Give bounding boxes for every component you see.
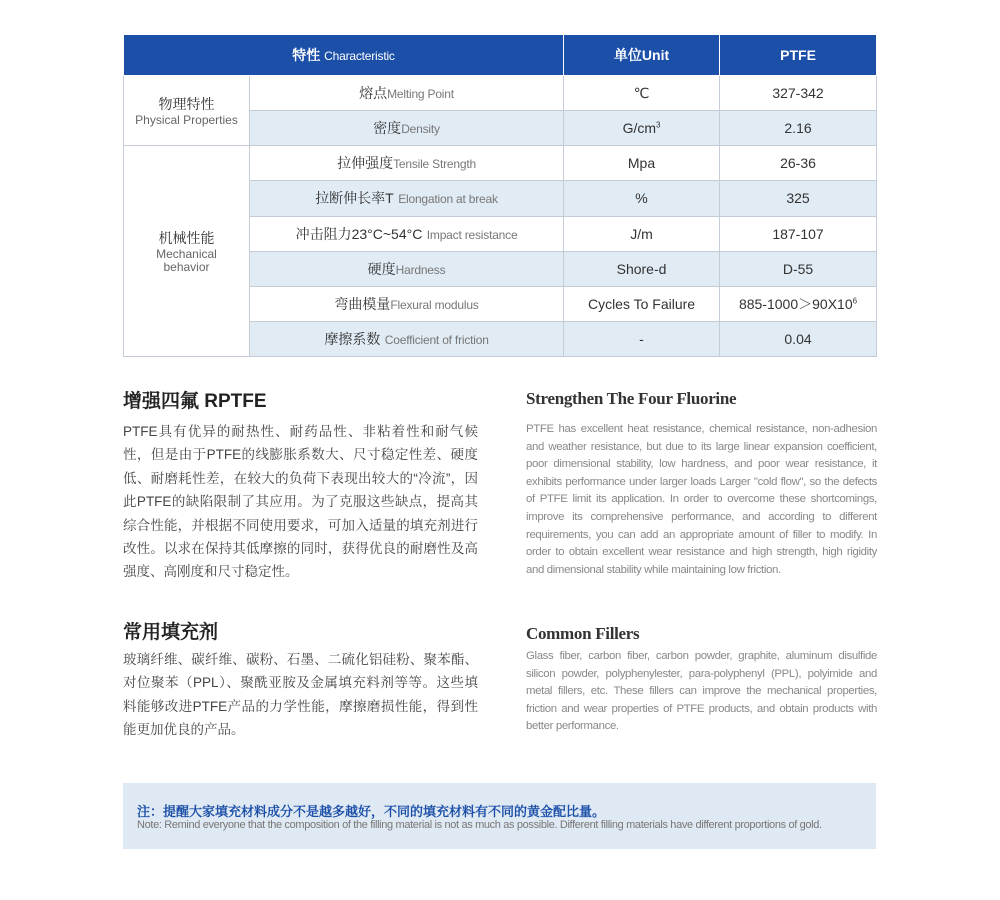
header-ptfe: PTFE — [720, 35, 877, 76]
value-cell — [720, 286, 877, 321]
fillers-body-zh: 玻璃纤维、碳纤维、碳粉、石墨、二硫化铝硅粉、聚苯酯、对位聚苯（PPL）、聚酰亚胺及金属填充料剂等等。这些填料能够改进PTFE产品的力学性能，摩擦磨损性能，得到性能更加优良的产品。 — [123, 652, 478, 738]
value-cell — [720, 216, 877, 251]
group-label-en: Mechanical behavior — [156, 247, 217, 275]
unit-text: - — [639, 330, 644, 347]
value-cell — [720, 76, 877, 111]
value-cell — [720, 111, 877, 146]
value-text: 325 — [786, 190, 810, 207]
property-name-zh: 弯曲模量 — [334, 295, 391, 312]
unit-text: % — [635, 190, 648, 207]
value-text: 0.04 — [784, 330, 812, 347]
unit-cell — [564, 216, 720, 251]
rptfe-title-zh: 增强四氟 RPTFE — [123, 391, 267, 412]
property-cell — [250, 111, 564, 146]
note-text-en: Note: Remind everyone that the composition of the filling material is not as much as possible. Different filling materials have different proportions of gold. — [137, 819, 822, 831]
group-label-zh: 物理特性 — [158, 96, 215, 113]
value-superscript: 6 — [852, 296, 858, 306]
property-cell — [250, 321, 564, 356]
value-text: D-55 — [782, 260, 814, 277]
table-row — [124, 76, 877, 111]
value-cell — [720, 251, 877, 286]
property-name-en: Elongation at break — [398, 192, 498, 207]
properties-table — [123, 34, 877, 357]
property-cell — [250, 146, 564, 181]
value-text: 327-342 — [772, 85, 824, 102]
header-characteristic — [124, 35, 564, 76]
unit-text: J/m — [630, 225, 653, 242]
property-cell — [250, 216, 564, 251]
table-header-row — [124, 35, 877, 76]
unit-superscript: 3 — [656, 120, 661, 130]
value-cell — [720, 146, 877, 181]
group-label-zh: 机械性能 — [158, 230, 215, 247]
unit-text: ℃ — [633, 84, 650, 101]
unit-cell — [564, 251, 720, 286]
property-cell — [250, 76, 564, 111]
property-name-en: Coefficient of friction — [384, 332, 489, 347]
fillers-title-zh: 常用填充剂 — [123, 622, 219, 643]
fillers-title-en: Common Fillers — [526, 624, 640, 643]
property-cell — [250, 181, 564, 216]
property-name-en: Melting Point — [387, 87, 454, 102]
unit-cell — [564, 146, 720, 181]
rptfe-body-zh: PTFE具有优异的耐热性、耐药品性、非粘着性和耐气候性，但是由于PTFE的线膨胀系数大、尺寸稳定性差、硬度低、耐磨耗性差，在较大的负荷下表现出较大的“冷流”，因此PTFE的缺陷限制了其应用。为了克服这些缺点，提高其综合性能，并根据不同使用要求，可加入适量的填充剂进行改性。以求在保持其低摩擦的同时，获得优良的耐磨性及高强度、高刚度和尺寸稳定性。 — [123, 424, 478, 580]
property-name-en: Hardness — [395, 262, 446, 277]
property-name-en: Tensile Strength — [393, 157, 476, 172]
property-cell — [250, 251, 564, 286]
property-name-zh: 密度 — [373, 120, 402, 137]
group-mechanical — [124, 146, 250, 357]
property-name-en: Impact resistance — [426, 227, 518, 242]
value-text: 885-1000＞90X10 — [738, 295, 853, 312]
rptfe-body-en: PTFE has excellent heat resistance, chemical resistance, non-adhesion and weather resistance, but due to its large linear expansion coefficient, poor dimensional stability, low hardness, and poor wear resistance, it exhibits performance under larger loads Larger "cold flow", so the defects of PTFE limit its application. In order to overcome these shortcomings, improve its comprehensive performance, and according to different requirements, you can add an appropriate amount of filler to modify. In order to obtain excellent wear resistance and high strength, high rigidity and dimensional stability while maintaining low friction. — [526, 423, 877, 576]
header-unit: 单位Unit — [564, 35, 720, 76]
property-name-en: Flexural modulus — [390, 297, 479, 312]
unit-cell — [564, 321, 720, 356]
fillers-body-en: Glass fiber, carbon fiber, carbon powder, graphite, aluminum disulfide silicon powder, polyphenylester, para-polyphenyl (PPL), polyimide and metal fillers, etc. These fillers can improve the mechanical properties, friction and wear properties of PTFE products, and obtain products with better performance. — [526, 650, 877, 733]
unit-cell — [564, 286, 720, 321]
rptfe-title-en: Strengthen The Four Fluorine — [526, 389, 737, 408]
property-name-zh: 拉断伸长率T — [315, 190, 394, 207]
property-name-zh: 熔点 — [359, 85, 388, 102]
note-box — [123, 783, 876, 849]
table-row — [124, 146, 877, 181]
group-label-en: Physical Properties — [135, 113, 238, 128]
unit-text: G/cm — [622, 120, 657, 137]
property-name-en: Density — [401, 122, 440, 137]
group-physical — [124, 76, 250, 146]
property-name-zh: 硬度 — [367, 260, 396, 277]
property-name-zh: 拉伸强度 — [337, 155, 394, 172]
unit-cell — [564, 111, 720, 146]
unit-cell — [564, 181, 720, 216]
header-characteristic-en: Characteristic — [324, 49, 395, 63]
property-cell — [250, 286, 564, 321]
value-cell — [720, 321, 877, 356]
value-text: 187-107 — [772, 225, 824, 242]
value-text: 2.16 — [784, 120, 812, 137]
header-characteristic-zh: 特性 — [292, 47, 321, 63]
unit-text: Shore-d — [616, 260, 667, 277]
value-text: 26-36 — [780, 155, 816, 172]
value-cell — [720, 181, 877, 216]
unit-cell — [564, 76, 720, 111]
unit-text: Cycles To Failure — [587, 295, 696, 312]
unit-text: Mpa — [627, 155, 656, 172]
property-name-zh: 冲击阻力23°C~54°C — [295, 225, 423, 242]
note-text-zh: 注：提醒大家填充材料成分不是越多越好，不同的填充材料有不同的黄金配比量。 — [137, 804, 606, 819]
property-name-zh: 摩擦系数 — [324, 330, 381, 347]
